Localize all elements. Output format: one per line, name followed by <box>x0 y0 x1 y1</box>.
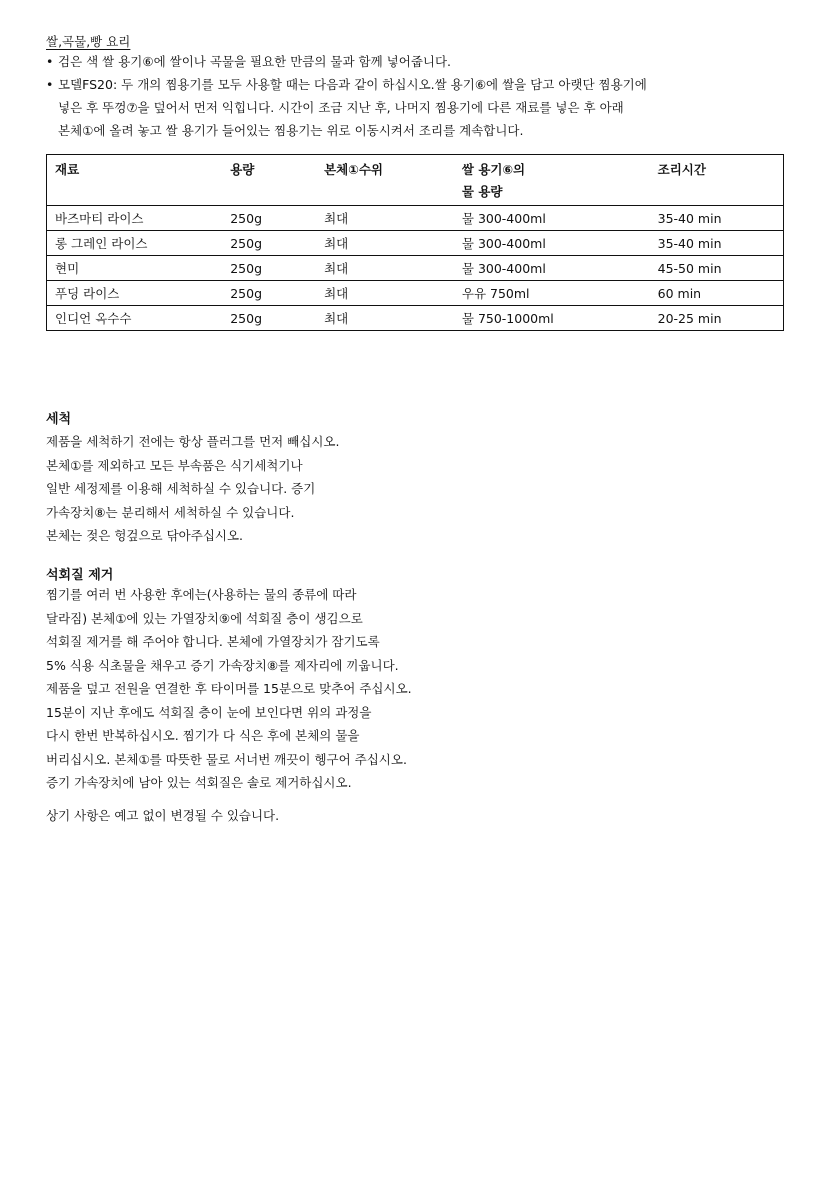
cell-water-level: 최대 <box>324 311 349 326</box>
descaling-paragraph <box>46 583 412 795</box>
header-rice-water: 쌀 용기⑥의 물 용량 <box>454 155 650 206</box>
table-row <box>47 281 784 306</box>
bullet-continuation: 넣은 후 뚜껑⑦을 덮어서 먼저 익힙니다. 시간이 조금 지난 후, 나머지 찜용기에 다른 재료를 넣은 후 아래 <box>58 100 624 115</box>
paragraph-line: 증기 가속장치에 남아 있는 석회질은 솔로 제거하십시오. <box>46 775 352 790</box>
header-cook-time: 조리시간 <box>650 155 784 206</box>
paragraph-line: 일반 세정제를 이용해 세척하실 수 있습니다. 증기 <box>46 481 316 496</box>
paragraph-line: 찜기를 여러 번 사용한 후에는(사용하는 물의 종류에 따라 <box>46 587 357 602</box>
paragraph-line: 제품을 세척하기 전에는 항상 플러그를 먼저 빼십시오. <box>46 434 340 449</box>
cell-amount: 250g <box>222 281 316 306</box>
header-ingredient: 재료 <box>47 155 223 206</box>
cell-amount: 250g <box>230 310 263 326</box>
cell-cook-time: 45-50 min <box>650 256 784 281</box>
section-title-descaling: 석회질 제거 <box>46 568 114 583</box>
cell-amount: 250g <box>222 256 316 281</box>
bullet-item <box>46 74 647 95</box>
paragraph-line: 제품을 덮고 전원을 연결한 후 타이머를 15분으로 맞추어 주십시오. <box>46 681 412 696</box>
paragraph-line: 5% 식용 식초물을 채우고 증기 가속장치⑧를 제자리에 끼웁니다. <box>46 657 399 673</box>
bullet-dot-icon: • <box>46 77 54 92</box>
cooking-table <box>46 154 784 331</box>
cleaning-paragraph <box>46 430 339 548</box>
cell-water-level: 최대 <box>316 206 454 231</box>
paragraph-line: 다시 한번 반복하십시오. 찜기가 다 식은 후에 본체의 물을 <box>46 728 360 743</box>
table-row <box>47 231 784 256</box>
paragraph-line: 달라짐) 본체①에 있는 가열장치⑨에 석회질 층이 생김으로 <box>46 610 363 626</box>
cell-amount: 250g <box>222 231 316 256</box>
cell-water-level: 최대 <box>316 256 454 281</box>
bullet-text: 모델FS20: 두 개의 찜용기를 모두 사용할 때는 다음과 같이 하십시오.쌀 용기⑥에 쌀을 담고 아랫단 찜용기에 <box>58 77 647 92</box>
cell-rice-water: 물 300-400ml <box>454 256 650 281</box>
cell-cook-time: 35-40 min <box>650 231 784 256</box>
cell-rice-water: 물 300-400ml <box>454 206 650 231</box>
cell-water-level: 최대 <box>316 231 454 256</box>
cell-rice-water: 물 300-400ml <box>454 231 650 256</box>
section-title-cleaning: 세척 <box>46 412 72 427</box>
cell-ingredient: 푸딩 라이스 <box>47 281 223 306</box>
bullet-item <box>46 51 451 72</box>
cell-cook-time: 60 min <box>650 281 784 306</box>
paragraph-line: 본체는 젖은 헝겊으로 닦아주십시오. <box>46 528 244 543</box>
change-notice: 상기 사항은 예고 없이 변경될 수 있습니다. <box>46 808 280 823</box>
paragraph-line: 버리십시오. 본체①를 따뜻한 물로 서너번 깨끗이 헹구어 주십시오. <box>46 751 407 767</box>
cell-ingredient: 바즈마티 라이스 <box>47 206 223 231</box>
cell-ingredient: 롱 그레인 라이스 <box>47 231 223 256</box>
paragraph-line: 가속장치⑧는 분리해서 세척하실 수 있습니다. <box>46 504 295 520</box>
bullet-dot-icon: • <box>46 54 54 69</box>
cell-ingredient: 현미 <box>47 256 223 281</box>
section-title-rice: 쌀,곡물,빵 요리 <box>46 34 131 49</box>
cell-ingredient: 인디언 옥수수 <box>55 311 132 326</box>
header-water-level: 본체①수위 <box>316 155 454 206</box>
paragraph-line: 석회질 제거를 해 주어야 합니다. 본체에 가열장치가 잠기도록 <box>46 634 380 649</box>
bullet-text: 검은 색 쌀 용기⑥에 쌀이나 곡물을 필요한 만큼의 물과 함께 넣어줍니다. <box>58 54 452 69</box>
cell-cook-time: 20-25 min <box>657 310 722 326</box>
cell-water-level: 최대 <box>316 281 454 306</box>
header-amount: 용량 <box>222 155 316 206</box>
paragraph-line: 본체①를 제외하고 모든 부속품은 식기세척기나 <box>46 457 303 473</box>
table-row <box>47 256 784 281</box>
cell-cook-time: 35-40 min <box>650 206 784 231</box>
paragraph-line: 15분이 지난 후에도 석회질 층이 눈에 보인다면 위의 과정을 <box>46 704 372 720</box>
cell-rice-water: 우유 750ml <box>454 281 650 306</box>
cell-rice-water: 물 750-1000ml <box>461 311 554 326</box>
table-row <box>47 206 784 231</box>
table-header-row <box>47 155 784 206</box>
table-row <box>47 306 784 331</box>
cell-amount: 250g <box>222 206 316 231</box>
bullet-continuation: 본체①에 올려 놓고 쌀 용기가 들어있는 찜용기는 위로 이동시켜서 조리를 계속합니다. <box>58 123 524 138</box>
